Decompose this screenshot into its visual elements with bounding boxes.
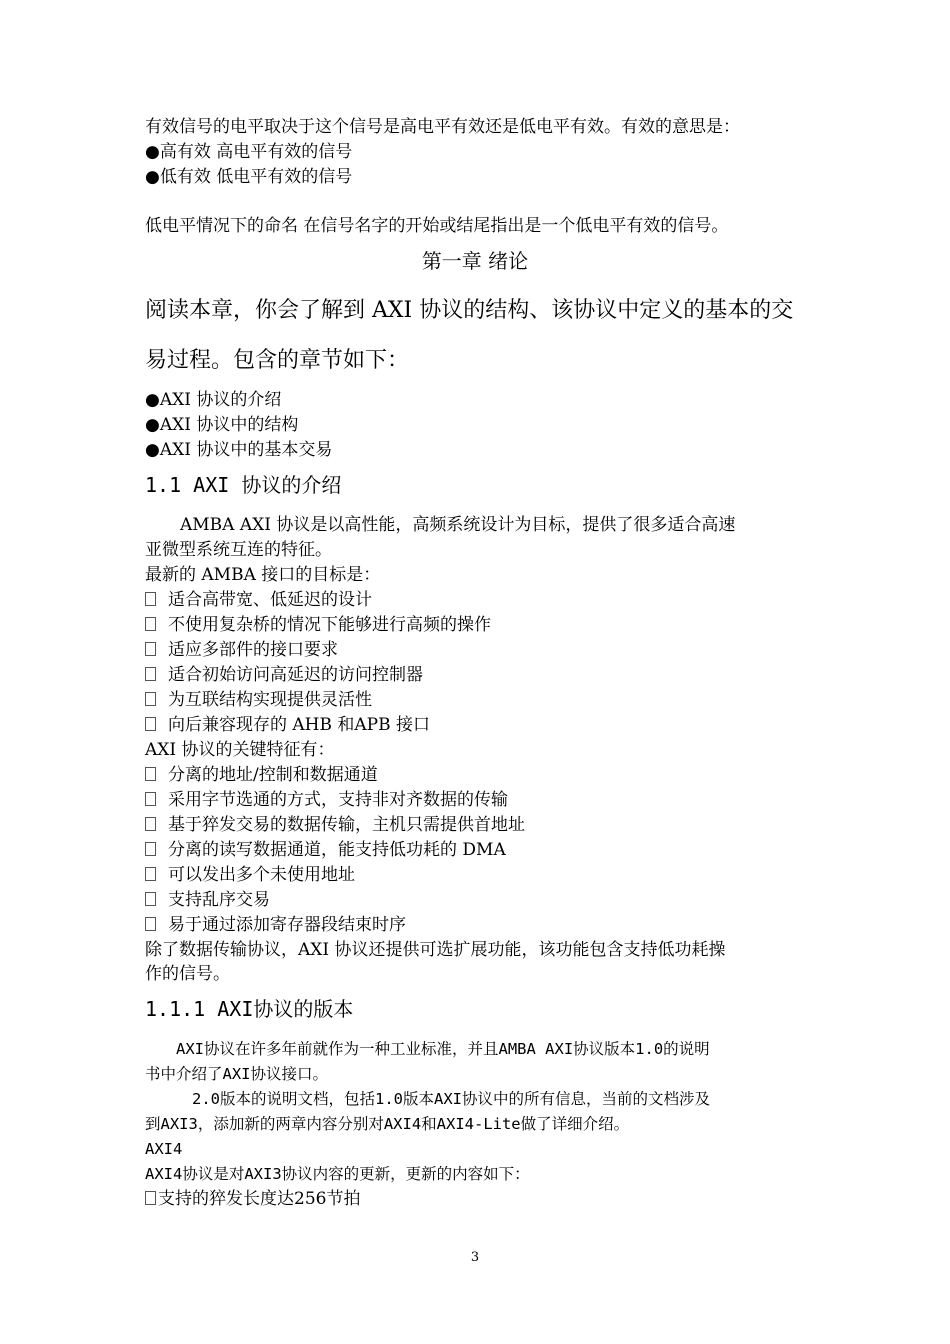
checkbox-glyph-icon [145, 892, 156, 906]
checkbox-glyph-icon [145, 667, 156, 681]
goal-text: 为互联结构实现提供灵活性 [168, 690, 372, 710]
feature-item [145, 814, 525, 836]
goal-text: 不使用复杂桥的情况下能够进行高频的操作 [168, 615, 491, 635]
checkbox-glyph-icon [145, 642, 156, 656]
feature-text: 支持乱序交易 [168, 890, 270, 910]
intro-line-2: ●高有效 高电平有效的信号 [145, 142, 353, 162]
checkbox-glyph-icon [145, 842, 156, 856]
versions-p1-line-1: AXI协议在许多年前就作为一种工业标准，并且AMBA AXI协议版本1.0的说明 [176, 1040, 710, 1058]
axi4-item [145, 1188, 360, 1210]
checkbox-glyph-icon [145, 692, 156, 706]
axi4-description: AXI4协议是对AXI3协议内容的更新，更新的内容如下： [145, 1165, 530, 1183]
checkbox-glyph-icon [145, 792, 156, 806]
checkbox-glyph-icon [145, 1191, 156, 1205]
page-number: 3 [470, 1250, 480, 1265]
feature-text: 易于通过添加寄存器段结束时序 [168, 915, 406, 935]
chapter-title: 第一章 绪论 [421, 249, 529, 273]
goal-text: 适合初始访问高延迟的访问控制器 [168, 665, 423, 685]
goal-item [145, 589, 372, 611]
section-1-1-heading: 1.1 AXI 协议的介绍 [145, 473, 342, 497]
chapter-item-2: ●AXI 协议中的结构 [145, 415, 299, 435]
intro-line-1: 有效信号的电平取决于这个信号是高电平有效还是低电平有效。有效的意思是： [145, 117, 740, 137]
goal-text: 适应多部件的接口要求 [168, 640, 338, 660]
goals-intro: 最新的 AMBA 接口的目标是： [145, 565, 381, 585]
checkbox-glyph-icon [145, 592, 156, 606]
checkbox-glyph-icon [145, 867, 156, 881]
feature-item [145, 864, 355, 886]
section-1-1-p1-line-1: AMBA AXI 协议是以高性能，高频系统设计为目标，提供了很多适合高速 [180, 515, 736, 535]
feature-item [145, 764, 378, 786]
feature-item [145, 839, 506, 861]
feature-item [145, 789, 508, 811]
feature-text: 分离的地址/控制和数据通道 [168, 765, 378, 785]
versions-p2-line-1: 2.0版本的说明文档，包括1.0版本AXI协议中的所有信息，当前的文档涉及 [192, 1090, 710, 1108]
goal-item [145, 714, 430, 736]
checkbox-glyph-icon [145, 917, 156, 931]
goal-text: 向后兼容现存的 AHB 和APB 接口 [168, 715, 431, 735]
feature-text: 基于猝发交易的数据传输，主机只需提供首地址 [168, 815, 525, 835]
checkbox-glyph-icon [145, 717, 156, 731]
versions-p2-line-2: 到AXI3，添加新的两章内容分别对AXI4和AXI4-Lite做了详细介绍。 [145, 1115, 630, 1133]
feature-text: 分离的读写数据通道，能支持低功耗的 DMA [168, 840, 506, 860]
section-1-1-1-heading: 1.1.1 AXI协议的版本 [145, 997, 354, 1021]
intro-line-3: ●低有效 低电平有效的信号 [145, 167, 353, 187]
features-intro: AXI 协议的关键特征有： [145, 740, 335, 760]
versions-p1-line-2: 书中介绍了AXI协议接口。 [145, 1065, 328, 1083]
goal-item [145, 664, 423, 686]
goal-text: 适合高带宽、低延迟的设计 [168, 590, 372, 610]
chapter-item-1: ●AXI 协议的介绍 [145, 390, 282, 410]
feature-item [145, 914, 406, 936]
feature-text: 采用字节选通的方式，支持非对齐数据的传输 [168, 790, 508, 810]
chapter-para-line-1: 阅读本章，你会了解到 AXI 协议的结构、该协议中定义的基本的交 [145, 298, 794, 323]
feature-item [145, 889, 270, 911]
goal-item [145, 614, 491, 636]
checkbox-glyph-icon [145, 617, 156, 631]
section-1-1-p1-line-2: 亚微型系统互连的特征。 [145, 540, 332, 560]
goal-item [145, 639, 338, 661]
axi4-item-text: 支持的猝发长度达256节拍 [158, 1189, 361, 1209]
axi4-label: AXI4 [145, 1140, 183, 1158]
chapter-item-3: ●AXI 协议中的基本交易 [145, 440, 333, 460]
feature-text: 可以发出多个未使用地址 [168, 865, 355, 885]
checkbox-glyph-icon [145, 767, 156, 781]
goal-item [145, 689, 372, 711]
checkbox-glyph-icon [145, 817, 156, 831]
closing-line-1: 除了数据传输协议，AXI 协议还提供可选扩展功能，该功能包含支持低功耗操 [145, 940, 726, 960]
intro-line-4: 低电平情况下的命名 在信号名字的开始或结尾指出是一个低电平有效的信号。 [145, 216, 729, 236]
closing-line-2: 作的信号。 [145, 964, 230, 984]
chapter-para-line-2: 易过程。包含的章节如下： [145, 348, 410, 373]
